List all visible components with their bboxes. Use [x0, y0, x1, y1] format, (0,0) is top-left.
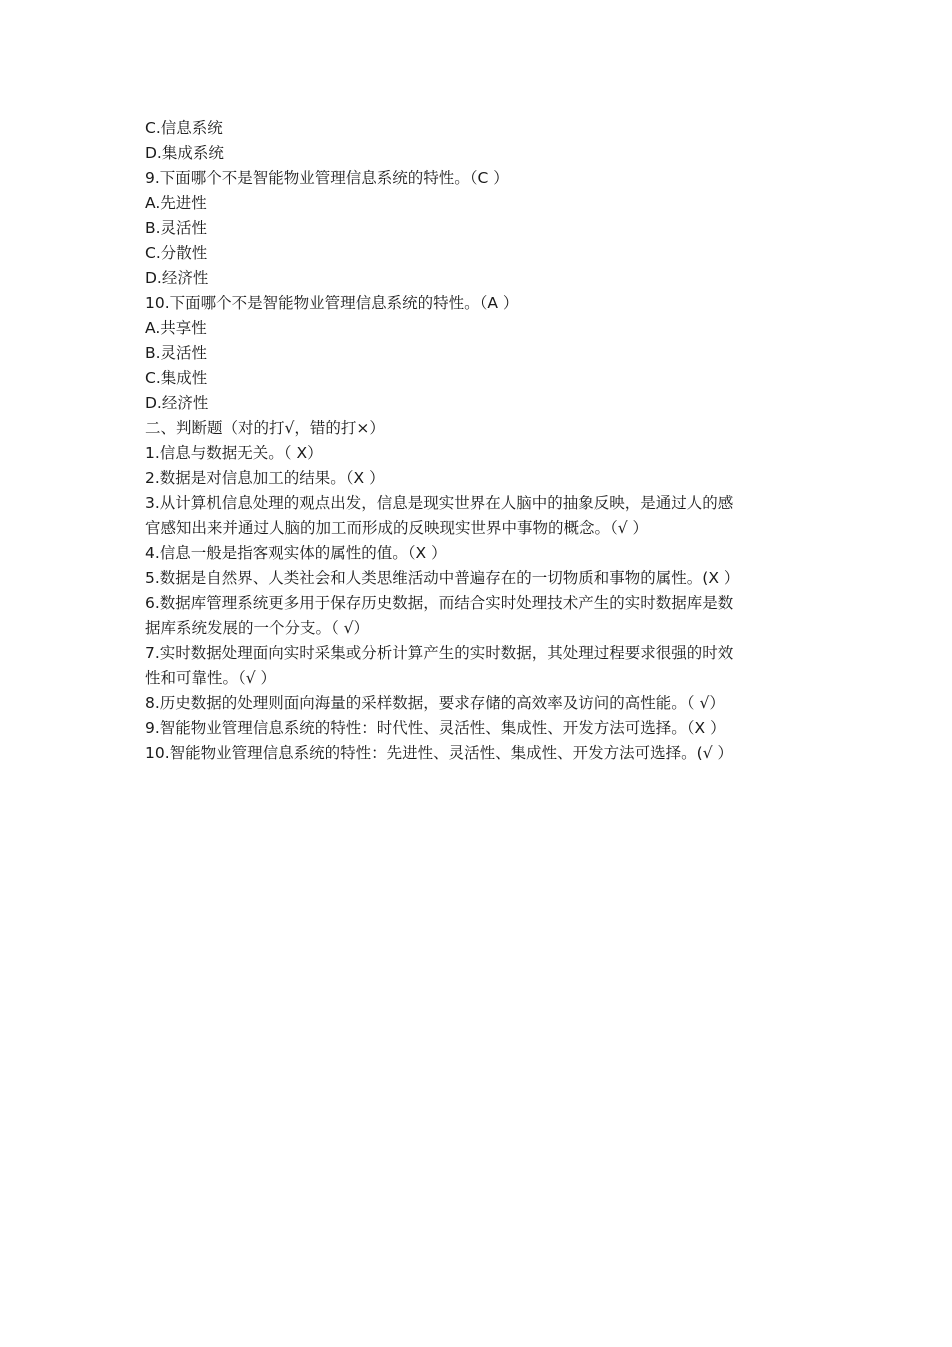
question-9-option-d: D.经济性 [145, 269, 209, 287]
judgment-item-8: 8.历史数据的处理则面向海量的采样数据，要求存储的高效率及访问的高性能。（ √） [145, 694, 725, 712]
judgment-item-9: 9.智能物业管理信息系统的特性：时代性、灵活性、集成性、开发方法可选择。（X ） [145, 719, 726, 737]
document-body [145, 116, 815, 766]
judgment-item-3-line-2: 官感知出来并通过人脑的加工而形成的反映现实世界中事物的概念。（√ ） [145, 519, 649, 537]
question-9-option-a: A.先进性 [145, 194, 207, 212]
option-d-line: D.集成系统 [145, 144, 224, 162]
section-heading-true-false: 二、判断题（对的打√，错的打×） [145, 419, 385, 437]
judgment-item-1: 1.信息与数据无关。（ X） [145, 444, 323, 462]
judgment-item-7-line-1: 7.实时数据处理面向实时采集或分析计算产生的实时数据，其处理过程要求很强的时效 [145, 644, 734, 662]
judgment-item-7-line-2: 性和可靠性。（√ ） [145, 669, 277, 687]
question-9-option-c: C.分散性 [145, 244, 208, 262]
question-10-option-b: B.灵活性 [145, 344, 208, 362]
judgment-item-4: 4.信息一般是指客观实体的属性的值。（X ） [145, 544, 447, 562]
question-10-option-a: A.共享性 [145, 319, 207, 337]
judgment-item-3-line-1: 3.从计算机信息处理的观点出发，信息是现实世界在人脑中的抽象反映，是通过人的感 [145, 494, 734, 512]
question-9: 9.下面哪个不是智能物业管理信息系统的特性。（C ） [145, 169, 509, 187]
judgment-item-10: 10.智能物业管理信息系统的特性：先进性、灵活性、集成性、开发方法可选择。(√ ） [145, 744, 734, 762]
question-10: 10.下面哪个不是智能物业管理信息系统的特性。（A ） [145, 294, 519, 312]
question-9-option-b: B.灵活性 [145, 219, 208, 237]
option-c-line: C.信息系统 [145, 119, 223, 137]
judgment-item-6-line-1: 6.数据库管理系统更多用于保存历史数据，而结合实时处理技术产生的实时数据库是数 [145, 594, 734, 612]
question-10-option-d: D.经济性 [145, 394, 209, 412]
judgment-item-6-line-2: 据库系统发展的一个分支。（ √） [145, 619, 370, 637]
judgment-item-5: 5.数据是自然界、人类社会和人类思维活动中普遍存在的一切物质和事物的属性。(X ） [145, 569, 740, 587]
question-10-option-c: C.集成性 [145, 369, 208, 387]
judgment-item-2: 2.数据是对信息加工的结果。（X ） [145, 469, 385, 487]
